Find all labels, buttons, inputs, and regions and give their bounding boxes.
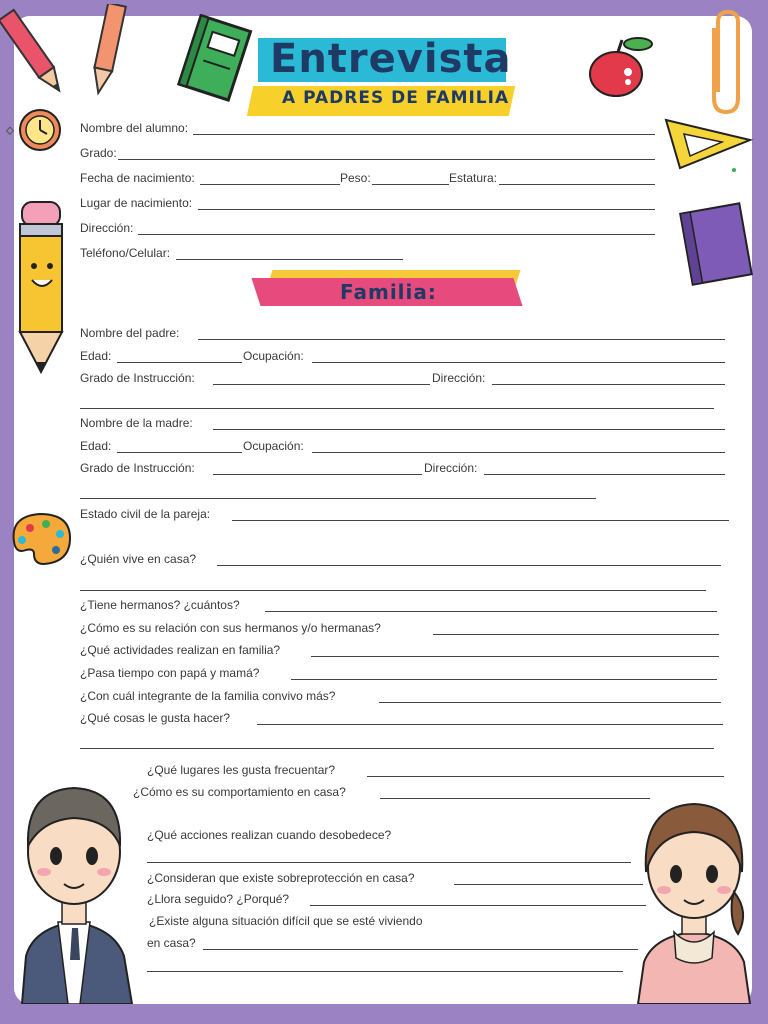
father-address-label: Dirección: [432, 371, 486, 385]
question-favorite-places: ¿Qué lugares les gusta frecuentar? [147, 763, 336, 777]
father-occupation-field[interactable] [312, 362, 725, 363]
mother-name-label: Nombre de la madre: [80, 416, 193, 430]
answer-likes[interactable] [257, 724, 723, 725]
father-age-field[interactable] [117, 362, 242, 363]
clock-icon [2, 106, 64, 154]
answer-disobedience-actions[interactable] [147, 862, 631, 863]
answer-who-lives[interactable] [217, 565, 721, 566]
answer-favorite-places[interactable] [367, 776, 724, 777]
pencil-orange-icon [86, 4, 130, 100]
answer-crying[interactable] [310, 905, 646, 906]
set-square-icon [662, 114, 754, 174]
weight-field[interactable] [372, 184, 449, 185]
paperclip-icon [700, 8, 746, 118]
question-difficult-situation: ¿Existe alguna situación difícil que se esté viviendo [149, 914, 423, 928]
father-name-label: Nombre del padre: [80, 326, 180, 340]
student-name-field[interactable] [193, 134, 655, 135]
student-address-label: Dirección: [80, 221, 134, 235]
answer-sibling-relationship[interactable] [433, 634, 719, 635]
height-label: Estatura: [449, 171, 498, 185]
mother-education-field[interactable] [213, 474, 422, 475]
birthplace-field[interactable] [198, 209, 655, 210]
question-crying: ¿Llora seguido? ¿Porqué? [147, 892, 290, 906]
answer-behavior-at-home[interactable] [380, 798, 650, 799]
marital-status-label: Estado civil de la pareja: [80, 507, 211, 521]
paint-palette-icon [4, 508, 76, 570]
mother-education-label: Grado de Instrucción: [80, 461, 195, 475]
question-sibling-relationship: ¿Cómo es su relación con sus hermanos y/o hermanas? [80, 621, 381, 635]
answer-siblings[interactable] [265, 611, 717, 612]
question-family-activities: ¿Qué actividades realizan en familia? [80, 643, 281, 657]
father-address-field-continued[interactable] [80, 408, 714, 409]
question-who-lives: ¿Quién vive en casa? [80, 552, 197, 566]
student-name-label: Nombre del alumno: [80, 121, 189, 135]
father-education-field[interactable] [213, 384, 430, 385]
birthdate-field[interactable] [200, 184, 340, 185]
mother-address-label: Dirección: [424, 461, 478, 475]
phone-label: Teléfono/Celular: [80, 246, 171, 260]
father-age-label: Edad: [80, 349, 112, 363]
boy-character-icon [14, 760, 136, 1004]
father-occupation-label: Ocupación: [243, 349, 304, 363]
answer-closest-member[interactable] [379, 702, 721, 703]
mother-occupation-field[interactable] [312, 452, 725, 453]
mother-age-label: Edad: [80, 439, 112, 453]
answer-overprotection[interactable] [454, 884, 643, 885]
question-disobedience-actions: ¿Qué acciones realizan cuando desobedece? [147, 828, 392, 842]
answer-time-with-parents[interactable] [291, 679, 717, 680]
pencil-character-icon [8, 196, 78, 380]
question-difficult-situation-cont: en casa? [147, 936, 196, 950]
book-icon [172, 14, 258, 106]
question-likes: ¿Qué cosas le gusta hacer? [80, 711, 231, 725]
answer-difficult-situation[interactable] [203, 949, 638, 950]
father-education-label: Grado de Instrucción: [80, 371, 195, 385]
question-time-with-parents: ¿Pasa tiempo con papá y mamá? [80, 666, 260, 680]
grade-label: Grado: [80, 146, 117, 160]
question-closest-member: ¿Con cuál integrante de la familia convivo más? [80, 689, 336, 703]
girl-character-icon [634, 782, 754, 1004]
mother-occupation-label: Ocupación: [243, 439, 304, 453]
father-name-field[interactable] [198, 339, 725, 340]
grade-field[interactable] [118, 159, 655, 160]
height-field[interactable] [499, 184, 655, 185]
notebook-purple-icon [676, 198, 756, 290]
mother-name-field[interactable] [213, 429, 725, 430]
birthplace-label: Lugar de nacimiento: [80, 196, 193, 210]
answer-difficult-situation-continued[interactable] [147, 971, 623, 972]
page-title: Entrevista [270, 36, 512, 82]
mother-age-field[interactable] [117, 452, 242, 453]
question-behavior-at-home: ¿Cómo es su comportamiento en casa? [133, 785, 346, 799]
page-subtitle: A PADRES DE FAMILIA [282, 88, 510, 108]
student-address-field[interactable] [138, 234, 655, 235]
pencil-red-icon [0, 6, 70, 106]
phone-field[interactable] [176, 259, 403, 260]
answer-likes-continued[interactable] [80, 748, 714, 749]
question-siblings: ¿Tiene hermanos? ¿cuántos? [80, 598, 240, 612]
answer-family-activities[interactable] [311, 656, 719, 657]
mother-address-field[interactable] [484, 474, 725, 475]
marital-status-field[interactable] [232, 520, 729, 521]
question-overprotection: ¿Consideran que existe sobreprotección en casa? [147, 871, 415, 885]
title-banner [258, 36, 512, 82]
weight-label: Peso: [340, 171, 371, 185]
family-section-title: Familia: [340, 280, 437, 304]
mother-address-field-continued[interactable] [80, 498, 596, 499]
birthdate-label: Fecha de nacimiento: [80, 171, 195, 185]
apple-icon [584, 34, 658, 100]
answer-who-lives-continued[interactable] [80, 590, 706, 591]
father-address-field[interactable] [492, 384, 725, 385]
